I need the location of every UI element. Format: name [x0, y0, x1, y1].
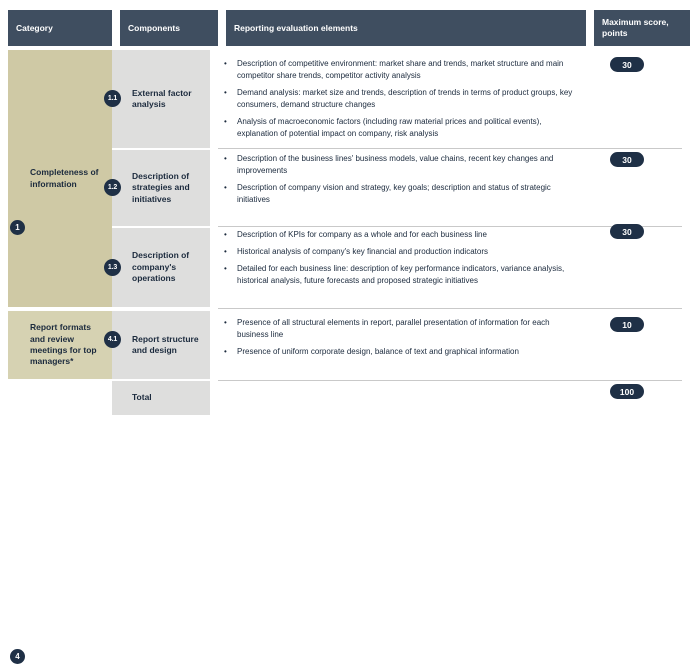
- list-item-text: Description of company vision and strategy, key goals; description and status of strategic initiatives: [237, 183, 551, 204]
- component-number-badge: 4.1: [104, 331, 121, 348]
- header-components: Components: [120, 10, 218, 46]
- list-item: [222, 346, 578, 358]
- header-maximum-score: Maximum score, points: [594, 10, 690, 46]
- list-item-text: Description of competitive environment: market share and trends, market structure and main competitor share trends, competitor activity analysis: [237, 59, 564, 80]
- list-item-text: Description of KPIs for company as a whole and for each business line: [237, 230, 487, 239]
- total-score-badge: 100: [610, 384, 644, 399]
- category-block-report-formats: [8, 311, 112, 661]
- bullet-icon: •: [224, 88, 227, 97]
- bullet-icon: •: [224, 247, 227, 256]
- total-cell: [112, 381, 210, 415]
- component-cell-external-factor-analysis: [112, 50, 210, 148]
- row-divider: [218, 148, 682, 149]
- category-number-badge: 4: [10, 649, 25, 664]
- bullet-icon: •: [224, 59, 227, 68]
- row-divider: [218, 308, 682, 309]
- list-item: [222, 58, 578, 82]
- elements-list-1-3: [222, 229, 578, 287]
- list-item: [222, 229, 578, 241]
- category-label: Report formats and review meetings for top managers*: [30, 322, 97, 367]
- header-category: Category: [8, 10, 112, 46]
- list-item: [222, 116, 578, 140]
- category-label: Completeness of information: [30, 167, 99, 189]
- table-header: [8, 10, 682, 46]
- component-number-badge: 1.1: [104, 90, 121, 107]
- bullet-icon: •: [224, 117, 227, 126]
- list-item: [222, 317, 578, 341]
- component-label: Description of strategies and initiatives: [132, 170, 190, 204]
- component-label: Report structure and design: [132, 333, 199, 355]
- elements-list-1-1: [222, 58, 578, 140]
- list-item-text: Demand analysis: market size and trends, description of trends in terms of product groups, key consumers, demand structure changes: [237, 88, 573, 109]
- category-block-completeness: [8, 50, 112, 307]
- header-elements: Reporting evaluation elements: [226, 10, 586, 46]
- list-item-text: Historical analysis of company's key financial and production indicators: [237, 247, 488, 256]
- component-number-badge: 1.3: [104, 259, 121, 276]
- bullet-icon: •: [224, 347, 227, 356]
- score-badge-1-3: 30: [610, 224, 644, 239]
- component-label: External factor analysis: [132, 87, 192, 109]
- bullet-icon: •: [224, 230, 227, 239]
- score-badge-4-1: 10: [610, 317, 644, 332]
- total-label: Total: [132, 392, 152, 403]
- bullet-icon: •: [224, 264, 227, 273]
- list-item: [222, 153, 578, 177]
- component-cell-strategies-initiatives: [112, 150, 210, 226]
- elements-list-1-2: [222, 153, 578, 206]
- list-item-text: Presence of all structural elements in report, parallel presentation of information for each business line: [237, 318, 550, 339]
- component-cell-report-structure-design: [112, 311, 210, 379]
- row-divider: [218, 380, 682, 381]
- list-item-text: Detailed for each business line: description of key performance indicators, variance analysis, historical analysis, future forecasts and proposed strategic initiatives: [237, 264, 565, 285]
- list-item-text: Presence of uniform corporate design, balance of text and graphical information: [237, 347, 519, 356]
- score-badge-1-2: 30: [610, 152, 644, 167]
- bullet-icon: •: [224, 183, 227, 192]
- component-number-badge: 1.2: [104, 179, 121, 196]
- list-item-text: Analysis of macroeconomic factors (including raw material prices and political events), explanation of potential impact on company, risk analysis: [237, 117, 542, 138]
- list-item: [222, 182, 578, 206]
- list-item: [222, 263, 578, 287]
- list-item: [222, 87, 578, 111]
- score-badge-1-1: 30: [610, 57, 644, 72]
- bullet-icon: •: [224, 318, 227, 327]
- elements-list-4-1: [222, 317, 578, 358]
- list-item: [222, 246, 578, 258]
- component-label: Description of company's operations: [132, 250, 190, 284]
- component-cell-company-operations: [112, 228, 210, 307]
- bullet-icon: •: [224, 154, 227, 163]
- list-item-text: Description of the business lines' business models, value chains, recent key changes and improvements: [237, 154, 554, 175]
- category-number-badge: 1: [10, 220, 25, 235]
